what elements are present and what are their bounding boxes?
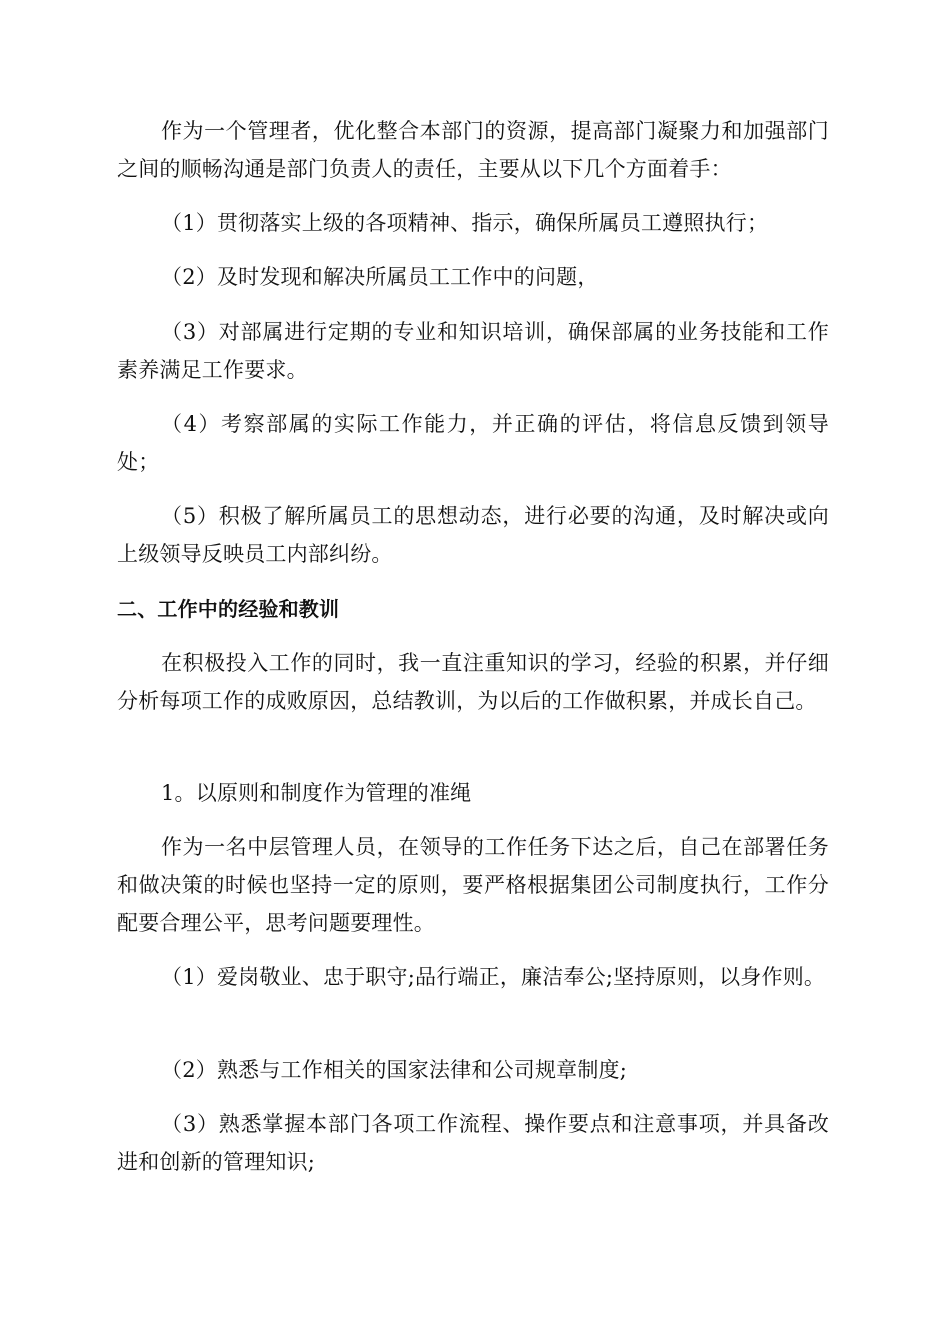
requirement-item-2: （2）熟悉与工作相关的国家法律和公司规章制度; (161, 1058, 628, 1082)
subsection-paragraph: 作为一名中层管理人员，在领导的工作任务下达之后，自己在部署任务和做决策的时候也坚持一定的原则，要严格根据集团公司制度执行，工作分配要合理公平，思考问题要理性。 (117, 835, 829, 935)
requirement-item-3: （3）熟悉掌握本部门各项工作流程、操作要点和注意事项，并具备改进和创新的管理知识; (117, 1112, 829, 1174)
list-item-5: （5）积极了解所属员工的思想动态，进行必要的沟通，及时解决或向上级领导反映员工内部纠纷。 (117, 504, 829, 566)
requirement-item-1: （1）爱岗敬业、忠于职守;品行端正，廉洁奉公;坚持原则，以身作则。 (161, 965, 826, 989)
list-item-3: （3）对部属进行定期的专业和知识培训，确保部属的业务技能和工作素养满足工作要求。 (117, 320, 829, 382)
subsection-title: 1。以原则和制度作为管理的准绳 (161, 781, 472, 805)
section-intro-paragraph: 在积极投入工作的同时，我一直注重知识的学习，经验的积累，并仔细分析每项工作的成败原因，总结教训，为以后的工作做积累，并成长自己。 (117, 651, 829, 713)
list-item-1: （1）贯彻落实上级的各项精神、指示，确保所属员工遵照执行； (161, 211, 769, 235)
intro-paragraph: 作为一个管理者，优化整合本部门的资源，提高部门凝聚力和加强部门之间的顺畅沟通是部门负责人的责任，主要从以下几个方面着手： (117, 119, 829, 181)
section-heading: 二、工作中的经验和教训 (117, 597, 340, 621)
list-item-2: （2）及时发现和解决所属员工工作中的问题， (161, 265, 599, 289)
list-item-4: （4）考察部属的实际工作能力，并正确的评估，将信息反馈到领导处； (117, 412, 829, 474)
